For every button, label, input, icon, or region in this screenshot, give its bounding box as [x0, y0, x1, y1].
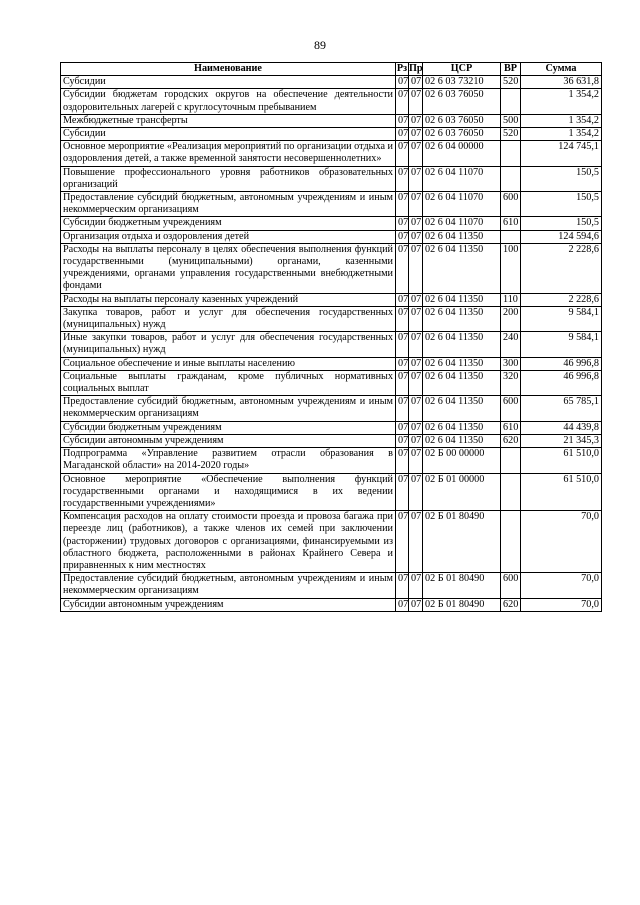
row-rz-cell: 07	[396, 128, 409, 141]
row-rz-cell: 07	[396, 293, 409, 306]
row-sum-cell: 150,5	[521, 217, 602, 230]
row-pr-cell: 07	[409, 306, 423, 331]
row-csr-cell: 02 6 04 11350	[423, 434, 501, 447]
row-name-cell: Предоставление субсидий бюджетным, автономным учреждениям и иным некоммерческим организациям	[61, 396, 396, 421]
row-pr-cell: 07	[409, 473, 423, 511]
row-name-cell: Межбюджетные трансферты	[61, 114, 396, 127]
row-csr-cell: 02 6 04 11350	[423, 357, 501, 370]
row-pr-cell: 07	[409, 166, 423, 191]
row-pr-cell: 07	[409, 89, 423, 114]
row-sum-cell: 9 584,1	[521, 332, 602, 357]
row-vr-cell: 110	[501, 293, 521, 306]
row-sum-cell: 150,5	[521, 192, 602, 217]
budget-table	[60, 62, 602, 612]
row-pr-cell: 07	[409, 192, 423, 217]
row-name-cell: Закупка товаров, работ и услуг для обеспечения государственных (муниципальных) нужд	[61, 306, 396, 331]
row-rz-cell: 07	[396, 76, 409, 89]
table-row	[61, 141, 602, 166]
table-row	[61, 434, 602, 447]
row-vr-cell	[501, 511, 521, 573]
header-rz: Рз	[396, 63, 408, 74]
row-csr-cell: 02 Б 00 00000	[423, 448, 501, 473]
header-csr: ЦСР	[423, 63, 501, 76]
row-rz-cell: 07	[396, 448, 409, 473]
row-sum-cell: 9 584,1	[521, 306, 602, 331]
row-vr-cell: 300	[501, 357, 521, 370]
row-pr-cell: 07	[409, 370, 423, 395]
row-sum-cell: 36 631,8	[521, 76, 602, 89]
row-rz-cell: 07	[396, 511, 409, 573]
row-name-cell: Социальное обеспечение и иные выплаты населению	[61, 357, 396, 370]
table-row	[61, 332, 602, 357]
row-name-cell: Расходы на выплаты персоналу в целях обеспечения выполнения функций государственными (муниципальными) органами, казенными учреждениями, органами управления государственными внебюджетными фондами	[61, 243, 396, 293]
row-sum-cell: 46 996,8	[521, 357, 602, 370]
table-row	[61, 230, 602, 243]
table-row	[61, 306, 602, 331]
row-vr-cell: 600	[501, 192, 521, 217]
row-csr-cell: 02 6 03 73210	[423, 76, 501, 89]
row-sum-cell: 70,0	[521, 573, 602, 598]
row-sum-cell: 61 510,0	[521, 473, 602, 511]
row-vr-cell: 100	[501, 243, 521, 293]
row-pr-cell: 07	[409, 332, 423, 357]
row-vr-cell: 520	[501, 128, 521, 141]
row-vr-cell: 610	[501, 421, 521, 434]
table-row	[61, 370, 602, 395]
row-rz-cell: 07	[396, 306, 409, 331]
row-csr-cell: 02 6 04 11350	[423, 230, 501, 243]
row-sum-cell: 1 354,2	[521, 114, 602, 127]
row-name-cell: Субсидии автономным учреждениям	[61, 434, 396, 447]
row-name-cell: Иные закупки товаров, работ и услуг для обеспечения государственных (муниципальных) нужд	[61, 332, 396, 357]
row-vr-cell	[501, 473, 521, 511]
row-csr-cell: 02 Б 01 00000	[423, 473, 501, 511]
row-vr-cell	[501, 141, 521, 166]
row-name-cell: Повышение профессионального уровня работников образовательных организаций	[61, 166, 396, 191]
row-csr-cell: 02 Б 01 80490	[423, 511, 501, 573]
row-csr-cell: 02 6 04 11350	[423, 293, 501, 306]
row-sum-cell: 65 785,1	[521, 396, 602, 421]
table-row	[61, 511, 602, 573]
row-rz-cell: 07	[396, 217, 409, 230]
row-sum-cell: 124 594,6	[521, 230, 602, 243]
table-row	[61, 448, 602, 473]
row-csr-cell: 02 6 04 11350	[423, 306, 501, 331]
table-row	[61, 166, 602, 191]
row-name-cell: Субсидии бюджетам городских округов на обеспечение деятельности оздоровительных лагерей с круглосуточным пребыванием	[61, 89, 396, 114]
row-vr-cell	[501, 230, 521, 243]
page-number: 89	[314, 38, 326, 52]
row-sum-cell: 2 228,6	[521, 293, 602, 306]
row-rz-cell: 07	[396, 141, 409, 166]
row-rz-cell: 07	[396, 89, 409, 114]
row-pr-cell: 07	[409, 114, 423, 127]
row-vr-cell: 620	[501, 598, 521, 611]
row-pr-cell: 07	[409, 434, 423, 447]
row-pr-cell: 07	[409, 217, 423, 230]
table-row	[61, 217, 602, 230]
row-csr-cell: 02 6 04 11070	[423, 166, 501, 191]
row-sum-cell: 44 439,8	[521, 421, 602, 434]
row-rz-cell: 07	[396, 473, 409, 511]
row-vr-cell	[501, 448, 521, 473]
row-csr-cell: 02 6 04 11350	[423, 332, 501, 357]
row-vr-cell: 610	[501, 217, 521, 230]
row-pr-cell: 07	[409, 76, 423, 89]
row-sum-cell: 1 354,2	[521, 128, 602, 141]
row-sum-cell: 70,0	[521, 598, 602, 611]
row-name-cell: Предоставление субсидий бюджетным, автономным учреждениям и иным некоммерческим организациям	[61, 192, 396, 217]
row-name-cell: Расходы на выплаты персоналу казенных учреждений	[61, 293, 396, 306]
row-pr-cell: 07	[409, 598, 423, 611]
row-csr-cell: 02 6 04 11350	[423, 421, 501, 434]
row-name-cell: Социальные выплаты гражданам, кроме публичных нормативных социальных выплат	[61, 370, 396, 395]
row-name-cell: Предоставление субсидий бюджетным, автономным учреждениям и иным некоммерческим организациям	[61, 573, 396, 598]
row-name-cell: Субсидии	[61, 128, 396, 141]
table-row	[61, 128, 602, 141]
row-csr-cell: 02 6 04 11350	[423, 370, 501, 395]
row-vr-cell: 520	[501, 76, 521, 89]
table-row	[61, 293, 602, 306]
table-header-row	[61, 63, 602, 76]
row-vr-cell: 200	[501, 306, 521, 331]
row-vr-cell: 320	[501, 370, 521, 395]
row-name-cell: Организация отдыха и оздоровления детей	[61, 230, 396, 243]
table-row	[61, 396, 602, 421]
row-csr-cell: 02 6 04 11070	[423, 192, 501, 217]
row-csr-cell: 02 Б 01 80490	[423, 598, 501, 611]
row-pr-cell: 07	[409, 448, 423, 473]
row-rz-cell: 07	[396, 332, 409, 357]
row-name-cell: Субсидии бюджетным учреждениям	[61, 421, 396, 434]
row-rz-cell: 07	[396, 598, 409, 611]
row-pr-cell: 07	[409, 243, 423, 293]
row-pr-cell: 07	[409, 396, 423, 421]
row-sum-cell: 21 345,3	[521, 434, 602, 447]
row-sum-cell: 46 996,8	[521, 370, 602, 395]
header-pr: Пр	[409, 63, 423, 74]
table-row	[61, 114, 602, 127]
row-rz-cell: 07	[396, 243, 409, 293]
row-csr-cell: 02 6 04 11350	[423, 243, 501, 293]
row-rz-cell: 07	[396, 114, 409, 127]
row-name-cell: Основное мероприятие «Реализация мероприятий по организации отдыха и оздоровления детей, а также временной занятости несовершеннолетних»	[61, 141, 396, 166]
row-csr-cell: 02 6 04 00000	[423, 141, 501, 166]
row-rz-cell: 07	[396, 166, 409, 191]
row-pr-cell: 07	[409, 230, 423, 243]
row-name-cell: Субсидии бюджетным учреждениям	[61, 217, 396, 230]
table-row	[61, 192, 602, 217]
row-name-cell: Подпрограмма «Управление развитием отрасли образования в Магаданской области» на 2014-2020 годы»	[61, 448, 396, 473]
table-row	[61, 598, 602, 611]
row-sum-cell: 70,0	[521, 511, 602, 573]
row-vr-cell: 500	[501, 114, 521, 127]
row-vr-cell	[501, 166, 521, 191]
row-name-cell: Компенсация расходов на оплату стоимости проезда и провоза багажа при переезде лиц (работников), а также членов их семей при заключении (расторжении) трудовых договоров с организациями, финансируемыми из областного бюджета, расположенными в районах Крайнего Севера и приравненных к ним местностях	[61, 511, 396, 573]
row-vr-cell: 620	[501, 434, 521, 447]
row-pr-cell: 07	[409, 293, 423, 306]
row-vr-cell	[501, 89, 521, 114]
table-row	[61, 243, 602, 293]
row-sum-cell: 2 228,6	[521, 243, 602, 293]
row-rz-cell: 07	[396, 370, 409, 395]
table-row	[61, 357, 602, 370]
row-sum-cell: 150,5	[521, 166, 602, 191]
row-pr-cell: 07	[409, 357, 423, 370]
table-row	[61, 473, 602, 511]
table-row	[61, 421, 602, 434]
row-name-cell: Основное мероприятие «Обеспечение выполнения функций государственными органами и находящимися в их ведении государственными учреждениями»	[61, 473, 396, 511]
row-rz-cell: 07	[396, 573, 409, 598]
row-vr-cell: 600	[501, 573, 521, 598]
header-vr: ВР	[501, 63, 521, 76]
row-pr-cell: 07	[409, 511, 423, 573]
row-csr-cell: 02 6 03 76050	[423, 128, 501, 141]
row-pr-cell: 07	[409, 573, 423, 598]
table-row	[61, 76, 602, 89]
row-pr-cell: 07	[409, 421, 423, 434]
row-rz-cell: 07	[396, 192, 409, 217]
row-rz-cell: 07	[396, 230, 409, 243]
row-name-cell: Субсидии автономным учреждениям	[61, 598, 396, 611]
table-row	[61, 89, 602, 114]
table-row	[61, 573, 602, 598]
row-pr-cell: 07	[409, 141, 423, 166]
row-sum-cell: 1 354,2	[521, 89, 602, 114]
row-vr-cell: 240	[501, 332, 521, 357]
row-csr-cell: 02 6 03 76050	[423, 114, 501, 127]
row-rz-cell: 07	[396, 357, 409, 370]
row-csr-cell: 02 6 04 11350	[423, 396, 501, 421]
row-csr-cell: 02 Б 01 80490	[423, 573, 501, 598]
row-sum-cell: 61 510,0	[521, 448, 602, 473]
row-rz-cell: 07	[396, 434, 409, 447]
row-pr-cell: 07	[409, 128, 423, 141]
row-rz-cell: 07	[396, 396, 409, 421]
row-csr-cell: 02 6 03 76050	[423, 89, 501, 114]
header-sum: Сумма	[521, 63, 602, 76]
header-name: Наименование	[61, 63, 396, 76]
row-csr-cell: 02 6 04 11070	[423, 217, 501, 230]
row-rz-cell: 07	[396, 421, 409, 434]
row-vr-cell: 600	[501, 396, 521, 421]
row-name-cell: Субсидии	[61, 76, 396, 89]
row-sum-cell: 124 745,1	[521, 141, 602, 166]
